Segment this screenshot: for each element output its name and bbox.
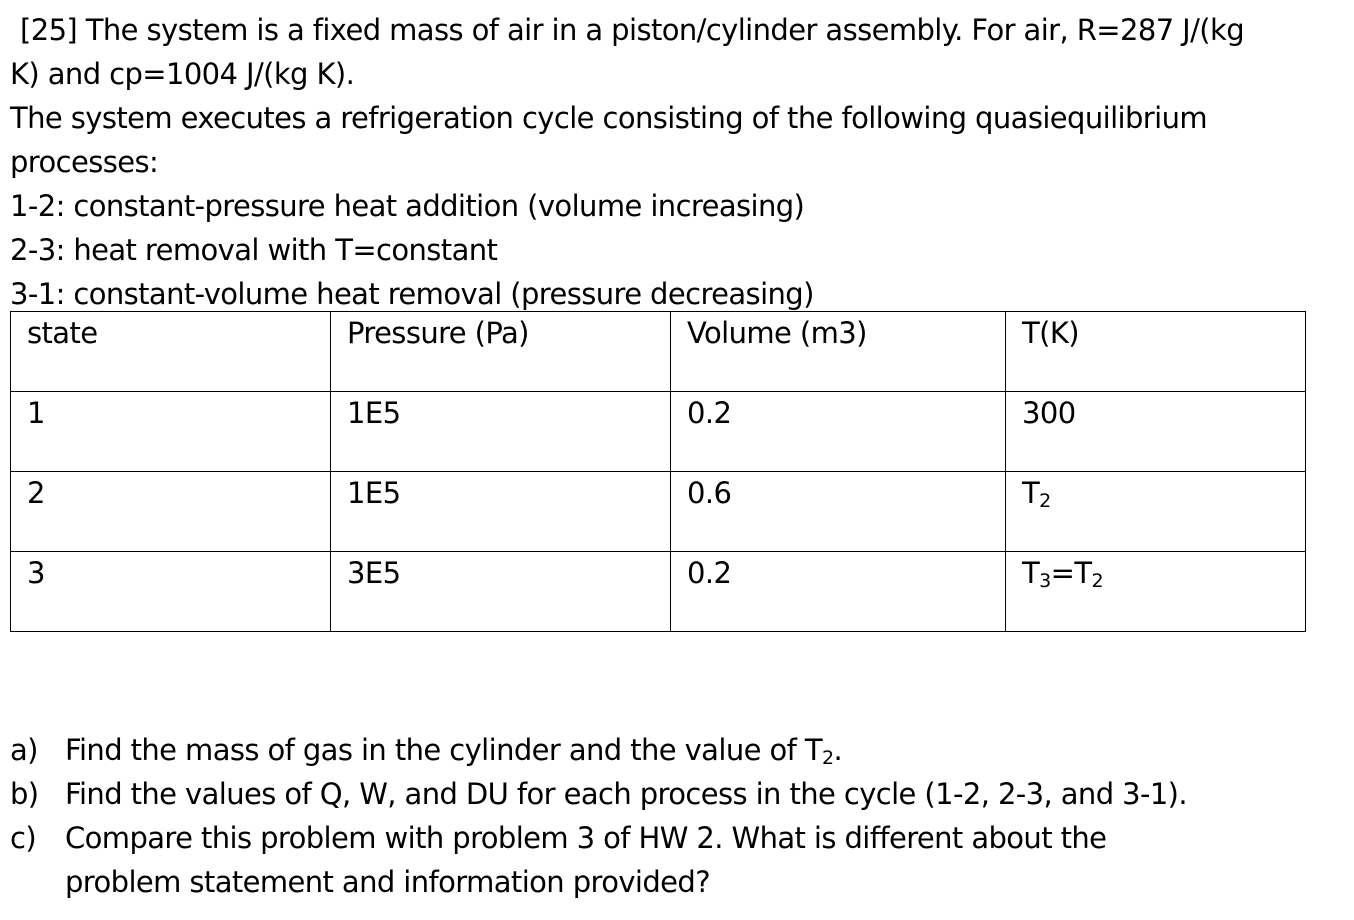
temp-equals: =T [1050, 556, 1092, 590]
state-table [10, 311, 1306, 632]
table-header-row [11, 312, 1306, 392]
cell-volume: 0.2 [671, 552, 1006, 632]
cell-state: 3 [11, 552, 331, 632]
question-text: Find the values of Q, W, and DU for each process in the cycle (1-2, 2-3, and 3-1). [65, 777, 1188, 811]
header-volume: Volume (m3) [671, 312, 1006, 392]
temp-symbol: T [1022, 476, 1040, 510]
cell-state: 1 [11, 392, 331, 472]
cell-pressure: 1E5 [331, 472, 671, 552]
table-row [11, 392, 1306, 472]
process-1-2: 1-2: constant-pressure heat addition (volume increasing) [10, 189, 805, 223]
temp-symbol: T [1022, 556, 1040, 590]
header-pressure: Pressure (Pa) [331, 312, 671, 392]
cell-state: 2 [11, 472, 331, 552]
table-row [11, 472, 1306, 552]
question-text [65, 728, 1340, 772]
question-a [10, 728, 1340, 772]
question-label: a) [10, 733, 38, 767]
question-c-line-1: Compare this problem with problem 3 of HW 2. What is different about the [65, 821, 1107, 855]
cell-temperature [1006, 552, 1306, 632]
question-label: b) [10, 777, 39, 811]
question-c [10, 816, 1340, 904]
cell-volume: 0.2 [671, 392, 1006, 472]
question-text [65, 816, 1340, 904]
question-c-line-2: problem statement and information provided? [65, 865, 711, 899]
table-row [11, 552, 1306, 632]
cell-pressure: 1E5 [331, 392, 671, 472]
problem-statement [10, 8, 1330, 316]
question-label: c) [10, 821, 37, 855]
process-2-3: 2-3: heat removal with T=constant [10, 233, 498, 267]
question-a-text: Find the mass of gas in the cylinder and the value of T [65, 733, 822, 767]
header-state: state [11, 312, 331, 392]
intro-line-4: processes: [10, 145, 159, 179]
cell-temperature: 300 [1006, 392, 1306, 472]
question-a-subscript: 2 [821, 747, 834, 769]
temp-subscript: 2 [1091, 570, 1103, 592]
temp-subscript: 2 [1039, 490, 1051, 512]
intro-line-1: [25] The system is a fixed mass of air in a piston/cylinder assembly. For air, R=287 J/(kg [20, 13, 1244, 47]
temp-subscript: 3 [1039, 570, 1051, 592]
intro-line-2: K) and cp=1004 J/(kg K). [10, 57, 355, 91]
cell-pressure: 3E5 [331, 552, 671, 632]
process-3-1: 3-1: constant-volume heat removal (pressure decreasing) [10, 277, 814, 311]
question-list [10, 728, 1340, 904]
question-b [10, 772, 1340, 816]
cell-temperature [1006, 472, 1306, 552]
cell-volume: 0.6 [671, 472, 1006, 552]
header-temperature: T(K) [1006, 312, 1306, 392]
intro-line-3: The system executes a refrigeration cycle consisting of the following quasiequilibrium [10, 101, 1208, 135]
question-a-end: . [833, 733, 843, 767]
